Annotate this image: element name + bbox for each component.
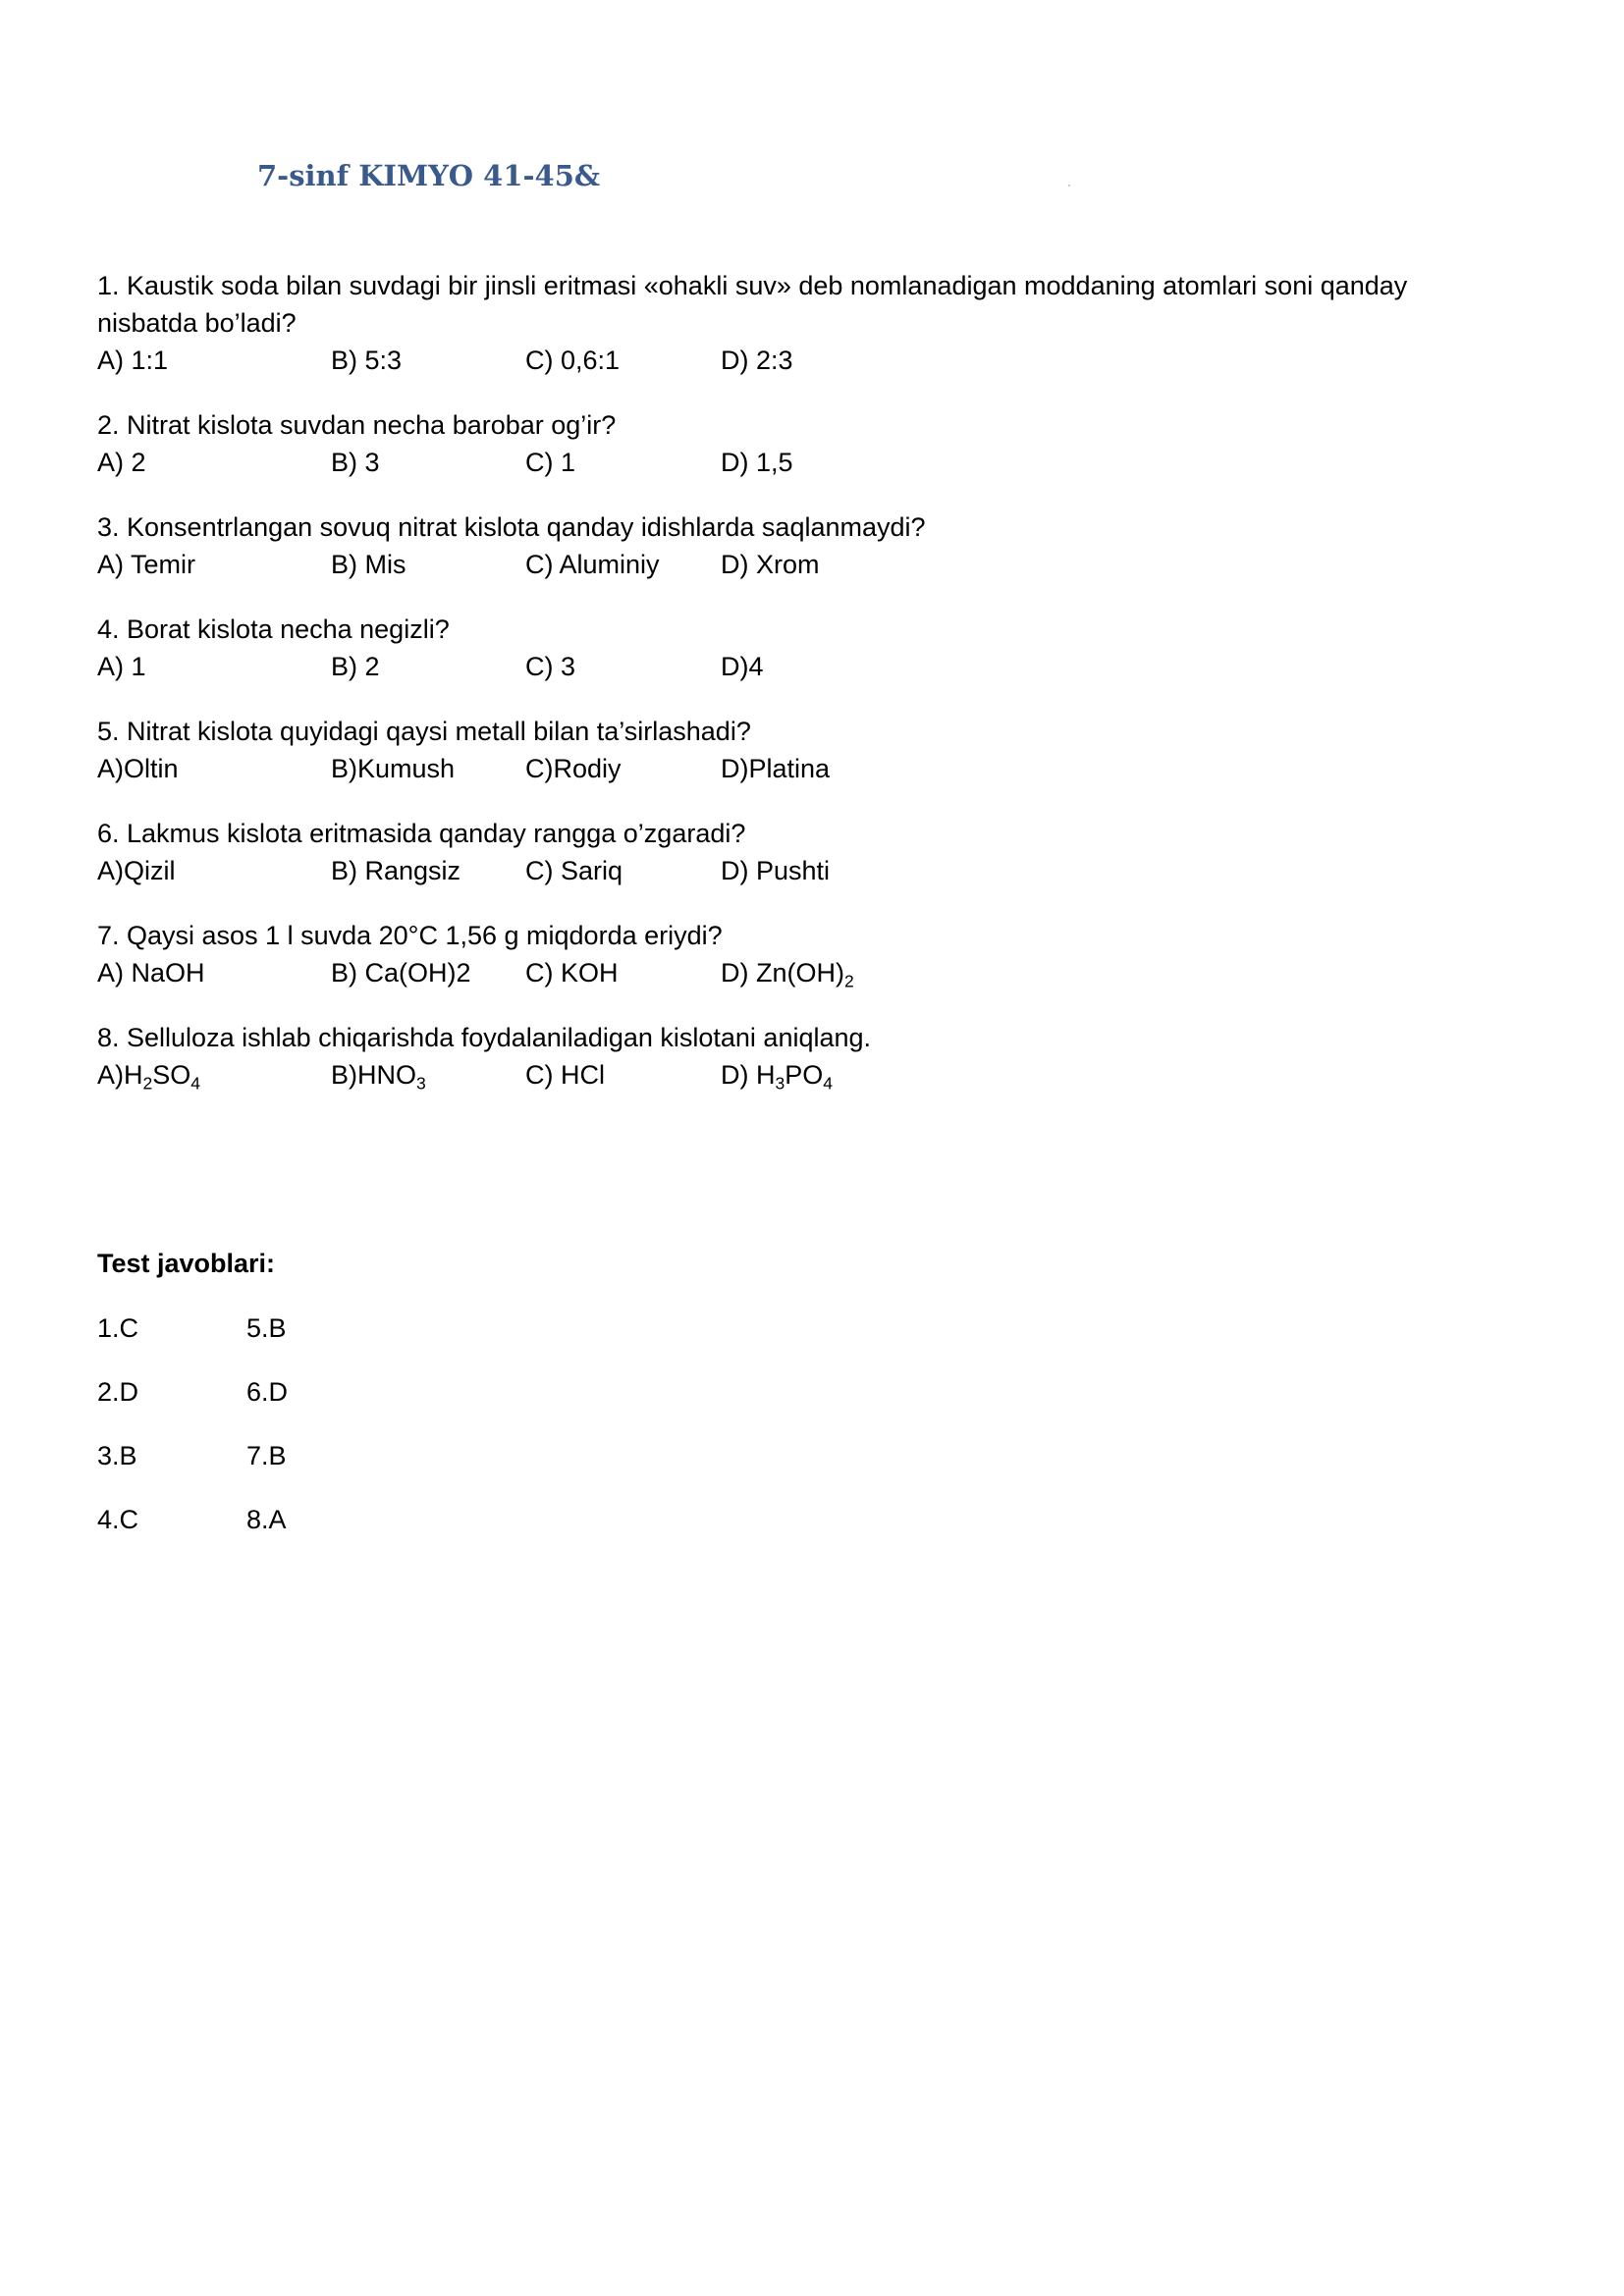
option-a: A) Temir [97, 550, 196, 579]
answer-row [97, 1501, 490, 1538]
option-d: D) 1,5 [721, 448, 793, 477]
question-text: 8. Selluloza ishlab chiqarishda foydalaniladigan kislotani aniqlang. [97, 1023, 872, 1052]
subscript: 3 [416, 1073, 426, 1094]
option-d: D) 2:3 [721, 346, 793, 375]
options-row [97, 750, 1491, 787]
answer-row [97, 1437, 490, 1474]
answer-right: 8.A [246, 1505, 287, 1534]
question-5 [97, 713, 1491, 787]
answer-row [97, 1309, 490, 1347]
option-a-text: SO [152, 1060, 191, 1090]
subscript: 4 [190, 1073, 201, 1094]
question-1 [97, 267, 1491, 379]
option-c: C) 3 [525, 652, 576, 681]
subscript: 2 [843, 971, 854, 991]
option-a: A)Qizil [97, 856, 176, 885]
option-a: A) 2 [97, 448, 146, 477]
subscript: 2 [142, 1073, 153, 1094]
answer-left: 4.C [97, 1505, 139, 1534]
question-3 [97, 508, 1491, 583]
option-a: A) NaOH [97, 958, 205, 988]
option-a-text: A)H [97, 1060, 143, 1090]
options-row [97, 444, 1491, 481]
answer-left: 2.D [97, 1377, 139, 1407]
option-c: C) 0,6:1 [525, 346, 621, 375]
option-c: C) HCl [525, 1060, 605, 1090]
questions-list [97, 267, 1491, 1121]
question-text: 3. Konsentrlangan sovuq nitrat kislota qanday idishlarda saqlanmaydi? [97, 512, 926, 542]
answer-key [97, 1309, 490, 1565]
options-row [97, 954, 1491, 991]
question-text: 1. Kaustik soda bilan suvdagi bir jinsli eritmasi «ohakli suv» deb nomlanadigan moddaning atomlari soni qanday nisbatda bo’ladi? [97, 271, 1408, 338]
option-a [97, 1056, 200, 1094]
option-b [331, 1056, 426, 1094]
faint-dot-mark [1068, 185, 1070, 187]
option-b: B) Rangsiz [331, 856, 461, 885]
option-c: C) 1 [525, 448, 576, 477]
option-b: B) Ca(OH)2 [331, 958, 471, 988]
options-row [97, 342, 1491, 379]
options-row [97, 852, 1491, 889]
question-text: 6. Lakmus kislota eritmasida qanday rangga o’zgaradi? [97, 819, 746, 848]
question-8 [97, 1019, 1491, 1094]
option-d [721, 954, 854, 991]
option-c: C)Rodiy [525, 754, 622, 783]
answer-right: 5.B [246, 1313, 287, 1343]
option-b: B) 2 [331, 652, 380, 681]
options-row [97, 1056, 1491, 1094]
subscript: 3 [775, 1073, 785, 1094]
option-d [721, 1056, 833, 1094]
option-d: D) Xrom [721, 550, 820, 579]
page-title: 7-sinf KIMYO 41-45& [257, 159, 601, 192]
question-text: 2. Nitrat kislota suvdan necha barobar og’ir? [97, 410, 617, 440]
options-row [97, 648, 1491, 685]
option-c: C) Sariq [525, 856, 623, 885]
question-text: 5. Nitrat kislota quyidagi qaysi metall bilan ta’sirlashadi? [97, 717, 751, 746]
option-d: D)4 [721, 652, 764, 681]
option-d: D)Platina [721, 754, 831, 783]
answer-row [97, 1373, 490, 1411]
subscript: 4 [823, 1073, 834, 1094]
answer-right: 7.B [246, 1441, 287, 1470]
answer-left: 1.C [97, 1313, 139, 1343]
question-7 [97, 917, 1491, 991]
question-4 [97, 611, 1491, 685]
option-d: D) Pushti [721, 856, 831, 885]
question-text: 7. Qaysi asos 1 l suvda 20°C 1,56 g miqdorda eriydi? [97, 921, 723, 950]
option-b: B) 3 [331, 448, 380, 477]
option-d-text: D) Zn(OH) [721, 958, 844, 988]
options-row [97, 546, 1491, 583]
question-6 [97, 815, 1491, 889]
answers-title: Test javoblari: [97, 1249, 276, 1278]
option-b-text: B)HNO [331, 1060, 416, 1090]
option-a: A) 1:1 [97, 346, 169, 375]
answer-left: 3.B [97, 1441, 137, 1470]
question-text: 4. Borat kislota necha negizli? [97, 614, 450, 644]
option-b: B) 5:3 [331, 346, 403, 375]
answer-right: 6.D [246, 1377, 289, 1407]
option-c: C) KOH [525, 958, 619, 988]
question-2 [97, 406, 1491, 481]
option-b: B) Mis [331, 550, 406, 579]
option-d-text: PO [785, 1060, 824, 1090]
option-a: A) 1 [97, 652, 146, 681]
option-b: B)Kumush [331, 754, 456, 783]
option-c: C) Aluminiy [525, 550, 660, 579]
option-a: A)Oltin [97, 754, 179, 783]
option-d-text: D) H [721, 1060, 776, 1090]
